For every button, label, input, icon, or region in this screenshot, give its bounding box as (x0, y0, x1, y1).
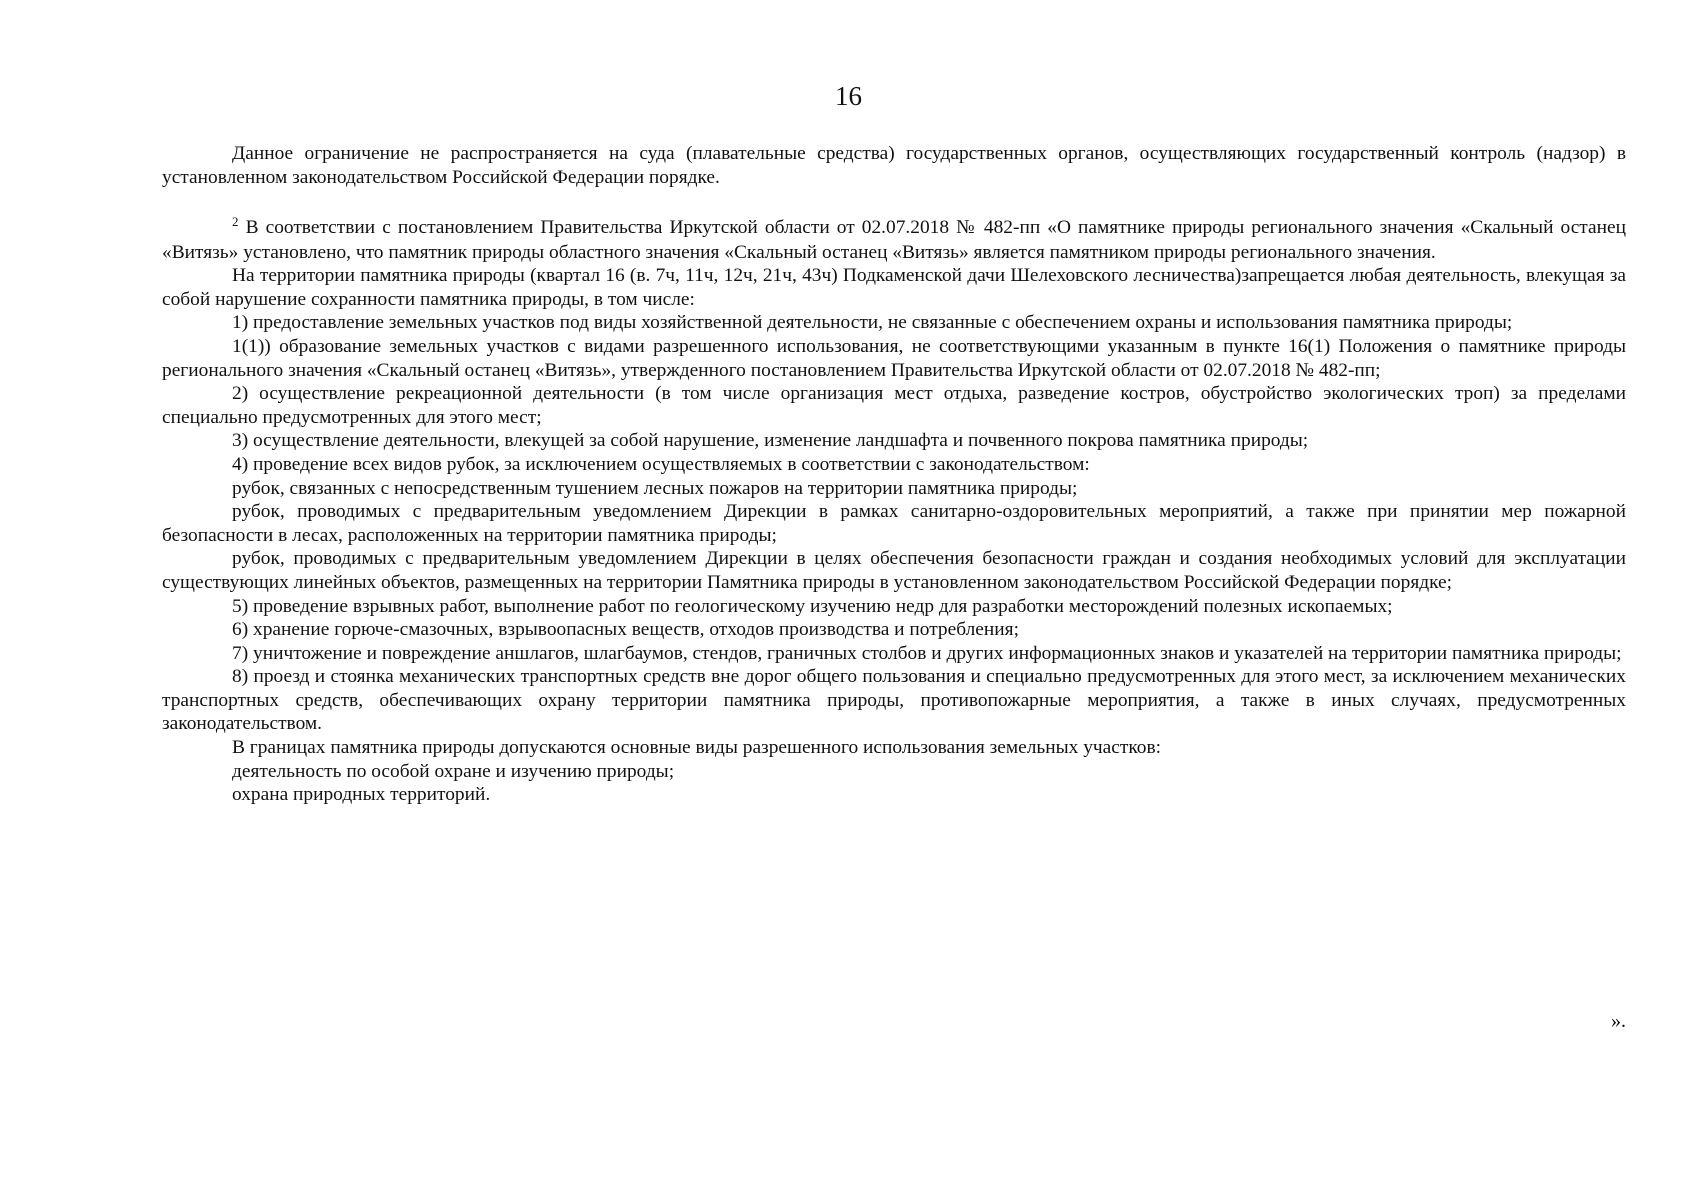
page-number: 16 (835, 81, 862, 111)
paragraph-item-4: 4) проведение всех видов рубок, за исключением осуществляемых в соответствии с законодательством: (232, 453, 1090, 475)
paragraph-permitted-uses: В границах памятника природы допускаются основные виды разрешенного использования земельных участков: (232, 737, 1162, 759)
paragraph-item-8: 8) проезд и стоянка механических транспортных средств вне дорог общего пользования и специально предусмотренных для этого мест, за исключением механических транспортных средств, обеспечивающих охрану территории памятника природы, противопожарные мероприятия, а также в иных случаях, предусмотренных законодательством. (162, 666, 1626, 735)
paragraph-item-3: 3) осуществление деятельности, влекущей за собой нарушение, изменение ландшафта и почвенного покрова памятника природы; (232, 430, 1309, 452)
closing-quote-mark: ». (1611, 1010, 1626, 1032)
paragraph-intro: На территории памятника природы (квартал 16 (в. 7ч, 11ч, 12ч, 21ч, 43ч) Подкаменской дачи Шелеховского лесничества)запрещается любая деятельность, влекущая за собой нарушение сохранности памятника природы, в том числе: (162, 265, 1626, 310)
paragraph-item-2: 2) осуществление рекреационной деятельности (в том числе организация мест отдыха, разведение костров, обустройство экологических троп) за пределами специально предусмотренных для этого мест; (162, 383, 1626, 428)
paragraph-item-4-sub-3: рубок, проводимых с предварительным уведомлением Дирекции в целях обеспечения безопасности граждан и создания необходимых условий для эксплуатации существующих линейных объектов, размещенных на территории Памятника природы в установленном законодательством Российской Федерации порядке; (162, 548, 1626, 593)
paragraph-use-2: охрана природных территорий. (232, 784, 491, 806)
paragraph-item-7: 7) уничтожение и повреждение аншлагов, шлагбаумов, стендов, граничных столбов и других информационных знаков и указателей на территории памятника природы; (232, 642, 1622, 664)
paragraph-item-6: 6) хранение горюче-смазочных, взрывоопасных веществ, отходов производства и потребления; (232, 619, 1019, 641)
paragraph-item-5: 5) проведение взрывных работ, выполнение работ по геологическому изучению недр для разработки месторождений полезных ископаемых; (232, 595, 1393, 617)
top-section (162, 142, 1626, 189)
paragraph-item-4-sub-2: рубок, проводимых с предварительным уведомлением Дирекции в рамках санитарно-оздоровительных мероприятий, а также при принятии мер пожарной безопасности в лесах, расположенных на территории памятника природы; (162, 501, 1626, 546)
footnote-marker: 2 (232, 214, 239, 229)
main-section (162, 216, 1626, 807)
paragraph-item-4-sub-1: рубок, связанных с непосредственным тушением лесных пожаров на территории памятника природы; (232, 477, 1078, 499)
paragraph-item-1: 1) предоставление земельных участков под виды хозяйственной деятельности, не связанные с обеспечением охраны и использования памятника природы; (232, 312, 1513, 334)
footnote-text: В соответствии с постановлением Правительства Иркутской области от 02.07.2018 № 482-пп «О памятнике природы регионального значения «Скальный останец «Витязь» установлено, что памятник природы областного значения «Скальный останец «Витязь» является памятником природы регионального значения. (162, 217, 1626, 263)
top-paragraph: Данное ограничение не распространяется на суда (плавательные средства) государственных органов, осуществляющих государственный контроль (надзор) в установленном законодательством Российской Федерации порядке. (162, 143, 1626, 188)
footnote-paragraph (162, 216, 1626, 264)
paragraph-item-1-1: 1(1)) образование земельных участков с видами разрешенного использования, не соответствующими указанным в пункте 16(1) Положения о памятнике природы регионального значения «Скальный останец «Витязь», утвержденного постановлением Правительства Иркутской области от 02.07.2018 № 482-пп; (162, 335, 1626, 381)
paragraph-use-1: деятельность по особой охране и изучению природы; (232, 760, 675, 782)
